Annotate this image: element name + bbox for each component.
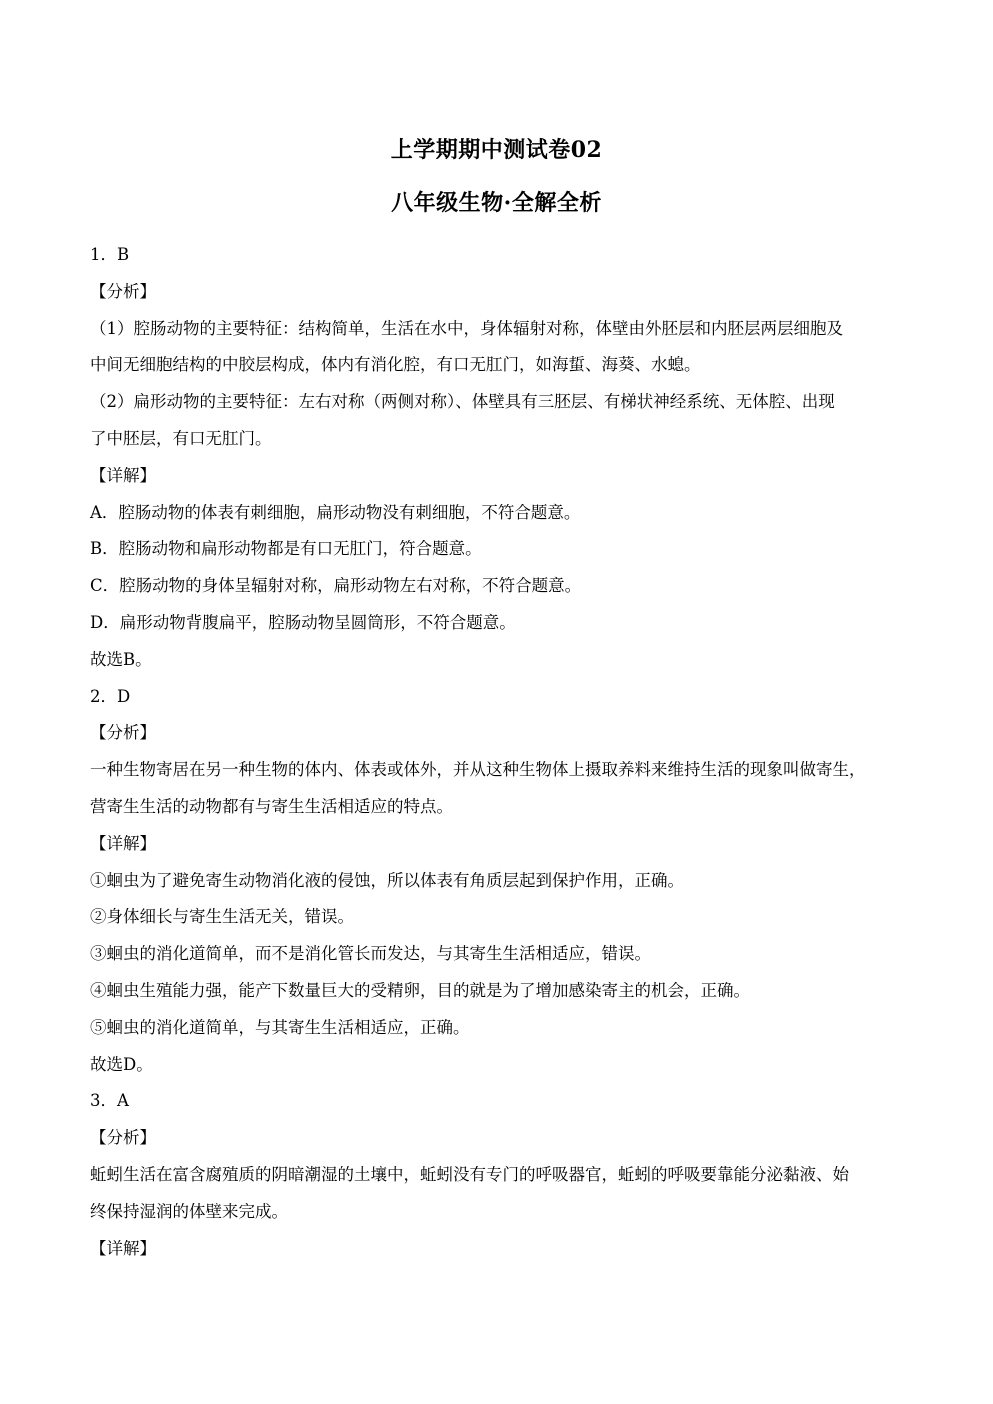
text-line: （1）腔肠动物的主要特征：结构简单，生活在水中，身体辐射对称，体壁由外胚层和内胚层两层细胞及 xyxy=(90,318,843,338)
text-line: 一种生物寄居在另一种生物的体内、体表或体外，并从这种生物体上摄取养料来维持生活的现象叫做寄生， xyxy=(90,760,866,780)
page-title: 上学期期中测试卷02 xyxy=(390,137,603,163)
detail-label: 【详解】 xyxy=(90,465,156,485)
item-4: ④蛔虫生殖能力强，能产下数量巨大的受精卵，目的就是为了增加感染寄主的机会，正确。 xyxy=(90,980,750,1000)
text-line: 营寄生生活的动物都有与寄生生活相适应的特点。 xyxy=(90,796,453,816)
answer-3-heading: 3．A xyxy=(90,1091,129,1111)
answer-2-heading: 2．D xyxy=(90,686,131,706)
item-5: ⑤蛔虫的消化道简单，与其寄生生活相适应，正确。 xyxy=(90,1017,470,1037)
analysis-label: 【分析】 xyxy=(90,281,156,301)
text-line: （2）扁形动物的主要特征：左右对称（两侧对称）、体壁具有三胚层、有梯状神经系统、无体腔、出现 xyxy=(90,392,835,412)
option-c: C．腔肠动物的身体呈辐射对称，扁形动物左右对称，不符合题意。 xyxy=(90,576,582,596)
text-line: 终保持湿润的体壁来完成。 xyxy=(90,1201,288,1221)
page-subtitle: 八年级生物·全解全析 xyxy=(391,190,602,216)
text-line: 蚯蚓生活在富含腐殖质的阴暗潮湿的土壤中，蚯蚓没有专门的呼吸器官，蚯蚓的呼吸要靠能分泌黏液、始 xyxy=(90,1164,849,1184)
item-3: ③蛔虫的消化道简单，而不是消化管长而发达，与其寄生生活相适应，错误。 xyxy=(90,944,651,964)
conclusion: 故选B。 xyxy=(90,649,152,669)
item-2: ②身体细长与寄生生活无关，错误。 xyxy=(90,907,354,927)
answer-1-heading: 1．B xyxy=(90,245,130,264)
detail-label: 【详解】 xyxy=(90,1238,156,1258)
option-d: D．扁形动物背腹扁平，腔肠动物呈圆筒形，不符合题意。 xyxy=(90,612,516,632)
item-1: ①蛔虫为了避免寄生动物消化液的侵蚀，所以体表有角质层起到保护作用，正确。 xyxy=(90,870,684,890)
text-line: 中间无细胞结构的中胶层构成，体内有消化腔，有口无肛门，如海蜇、海葵、水螅。 xyxy=(90,355,701,375)
analysis-label: 【分析】 xyxy=(90,1128,156,1148)
analysis-label: 【分析】 xyxy=(90,723,156,743)
option-a: A．腔肠动物的体表有刺细胞，扁形动物没有刺细胞，不符合题意。 xyxy=(90,502,581,522)
document-body xyxy=(90,237,912,1267)
conclusion: 故选D。 xyxy=(90,1054,153,1074)
text-line: 了中胚层，有口无肛门。 xyxy=(90,428,272,448)
detail-label: 【详解】 xyxy=(90,833,156,853)
option-b: B．腔肠动物和扁形动物都是有口无肛门，符合题意。 xyxy=(90,539,482,559)
